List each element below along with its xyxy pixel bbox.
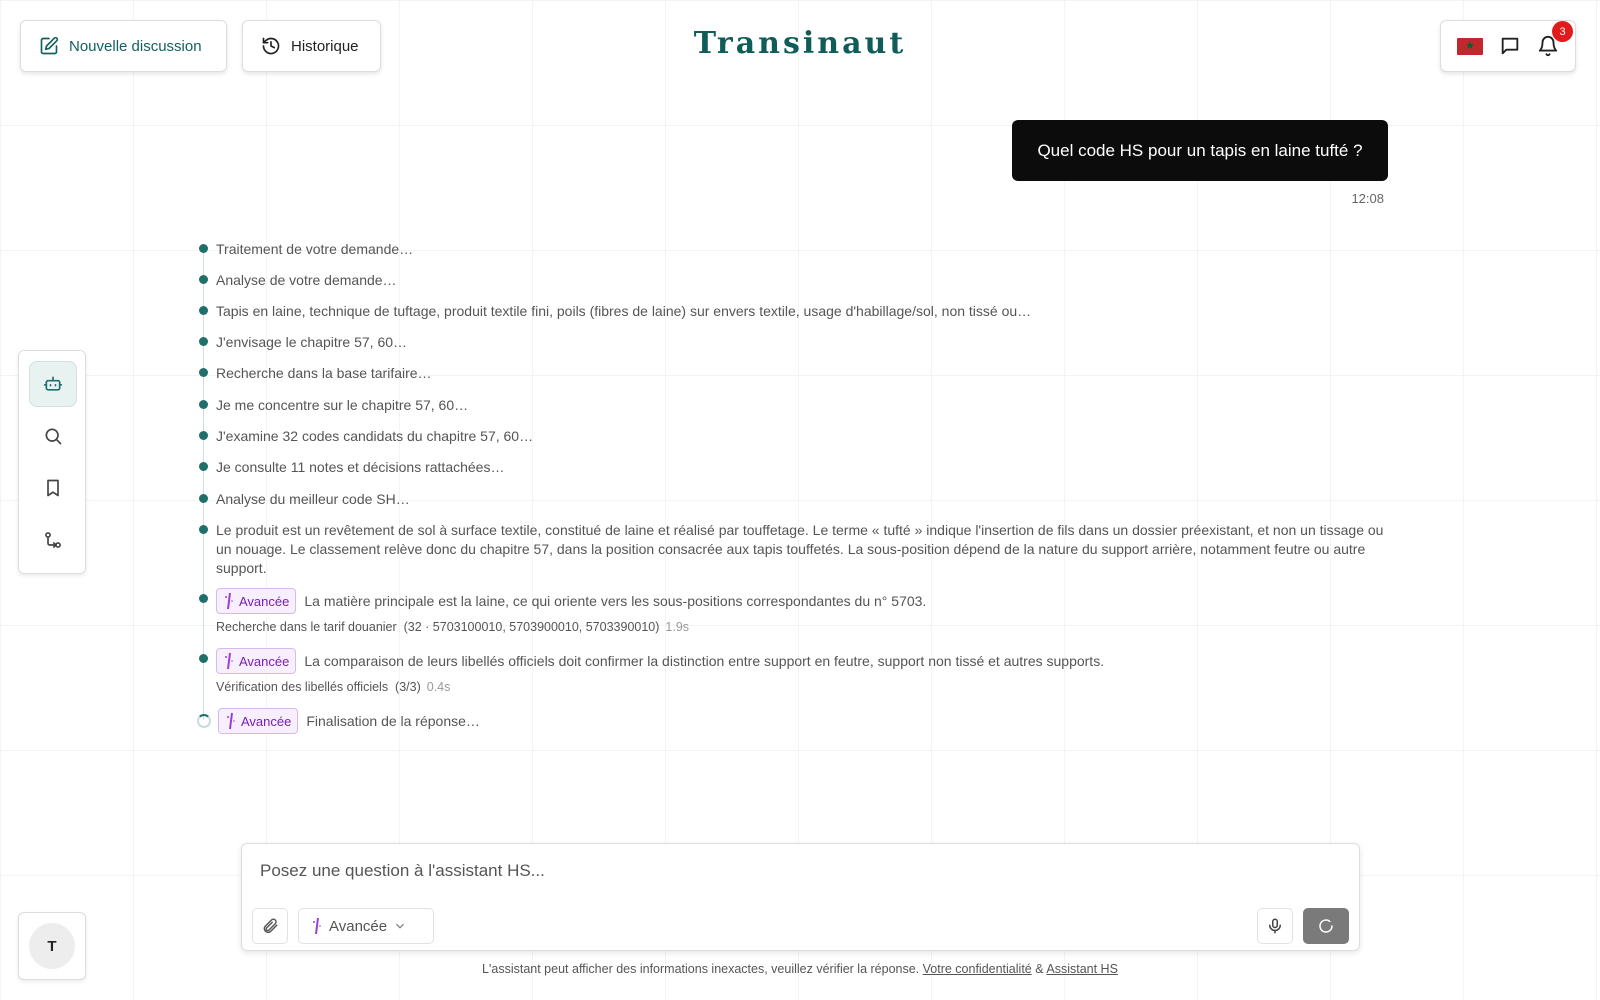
advanced-step-sub: Vérification des libellés officiels (3/3) 0.4s (216, 680, 451, 694)
assistant-hs-link[interactable]: Assistant HS (1046, 962, 1118, 976)
microphone-button[interactable] (1257, 908, 1293, 944)
language-flag-icon[interactable] (1457, 38, 1483, 55)
user-message-time: 12:08 (1351, 191, 1384, 206)
loading-icon (1317, 917, 1335, 935)
bookmark-tool-button[interactable] (29, 465, 77, 511)
advanced-step (199, 648, 1104, 694)
step-item: Je consulte 11 notes et décisions rattachées… (199, 458, 504, 477)
brush-icon (225, 712, 237, 730)
attach-button[interactable] (252, 908, 288, 944)
mode-label: Avancée (329, 917, 388, 935)
loading-spinner-icon (197, 714, 211, 728)
step-item: J'envisage le chapitre 57, 60… (199, 333, 407, 352)
history-label: Historique (291, 37, 359, 55)
new-chat-label: Nouvelle discussion (69, 37, 202, 55)
step-dot (199, 525, 208, 534)
step-dot (199, 462, 208, 471)
avatar: T (29, 923, 75, 969)
tool-rail (18, 350, 86, 574)
question-input[interactable] (260, 858, 1260, 884)
advanced-step-message: La matière principale est la laine, ce qui oriente vers les sous-positions correspondantes du n° 5703. (304, 593, 927, 609)
paperclip-icon (261, 917, 279, 935)
step-item: Tapis en laine, technique de tuftage, produit textile fini, poils (fibres de laine) sur envers textile, usage d'habillage/sol, non tissé ou… (199, 302, 1031, 321)
git-compare-icon (43, 530, 63, 550)
bell-icon[interactable] (1537, 25, 1566, 57)
advanced-step-current (199, 708, 480, 734)
header-actions (1440, 20, 1576, 72)
advanced-badge: Avancée (218, 708, 298, 734)
user-message-bubble: Quel code HS pour un tapis en laine tufté ? (1012, 120, 1388, 181)
compare-tool-button[interactable] (29, 517, 77, 563)
feedback-icon[interactable] (1499, 35, 1521, 57)
chevron-down-icon (393, 919, 407, 933)
search-icon (43, 426, 63, 446)
advanced-step-sub: Recherche dans le tarif douanier (32 · 5703100010, 5703900010, 5703390010) 1.9s (216, 620, 690, 634)
search-tool-button[interactable] (29, 413, 77, 459)
step-dot (199, 654, 208, 663)
privacy-link[interactable]: Votre confidentialité (922, 962, 1032, 976)
step-item: Traitement de votre demande… (199, 240, 413, 259)
notification-badge: 3 (1552, 21, 1573, 42)
brush-icon (223, 592, 235, 610)
advanced-step-message: Finalisation de la réponse… (306, 713, 480, 729)
advanced-step-message: La comparaison de leurs libellés officiels doit confirmer la distinction entre support en feutre, support non tissé et autres supports. (304, 653, 1105, 669)
assistant-tool-button[interactable] (29, 361, 77, 407)
step-item-reasoning: Le produit est un revêtement de sol à surface textile, constitué de laine et réalisé par touffetage. Le terme « tufté » indique l'insertion de fils dans un dossier préexistant, et non un tissage ou un nouage. Le classement relève donc du chapitre 57, dans la position consacrée aux tapis touffetés. La sous-position dépend de la nature du support arrière, notamment feutre ou autre support. (199, 521, 1391, 578)
footer-disclaimer: L'assistant peut afficher des informations inexactes, veuillez vérifier la réponse. Votre confidentialité & Assistant HS (482, 962, 1118, 976)
stop-generation-button[interactable] (1303, 908, 1349, 944)
mode-select[interactable] (298, 908, 434, 944)
robot-icon (43, 374, 63, 394)
step-dot (199, 244, 208, 253)
step-item: Analyse de votre demande… (199, 271, 397, 290)
step-item: Je me concentre sur le chapitre 57, 60… (199, 396, 468, 415)
app-logo: Transinaut (693, 26, 907, 61)
step-item: Recherche dans la base tarifaire… (199, 364, 432, 383)
step-dot (199, 594, 208, 603)
brush-icon (311, 915, 323, 937)
step-dot (199, 306, 208, 315)
advanced-step (199, 588, 926, 634)
step-dot (199, 275, 208, 284)
advanced-badge: Avancée (216, 588, 296, 614)
brush-icon (223, 652, 235, 670)
step-dot (199, 368, 208, 377)
step-dot (199, 337, 208, 346)
bookmark-icon (43, 478, 63, 498)
step-dot (199, 494, 208, 503)
step-item: Analyse du meilleur code SH… (199, 490, 410, 509)
message-composer (241, 843, 1360, 951)
step-dot (199, 431, 208, 440)
step-item: J'examine 32 codes candidats du chapitre 57, 60… (199, 427, 533, 446)
microphone-icon (1266, 917, 1284, 935)
step-dot (199, 400, 208, 409)
advanced-badge: Avancée (216, 648, 296, 674)
